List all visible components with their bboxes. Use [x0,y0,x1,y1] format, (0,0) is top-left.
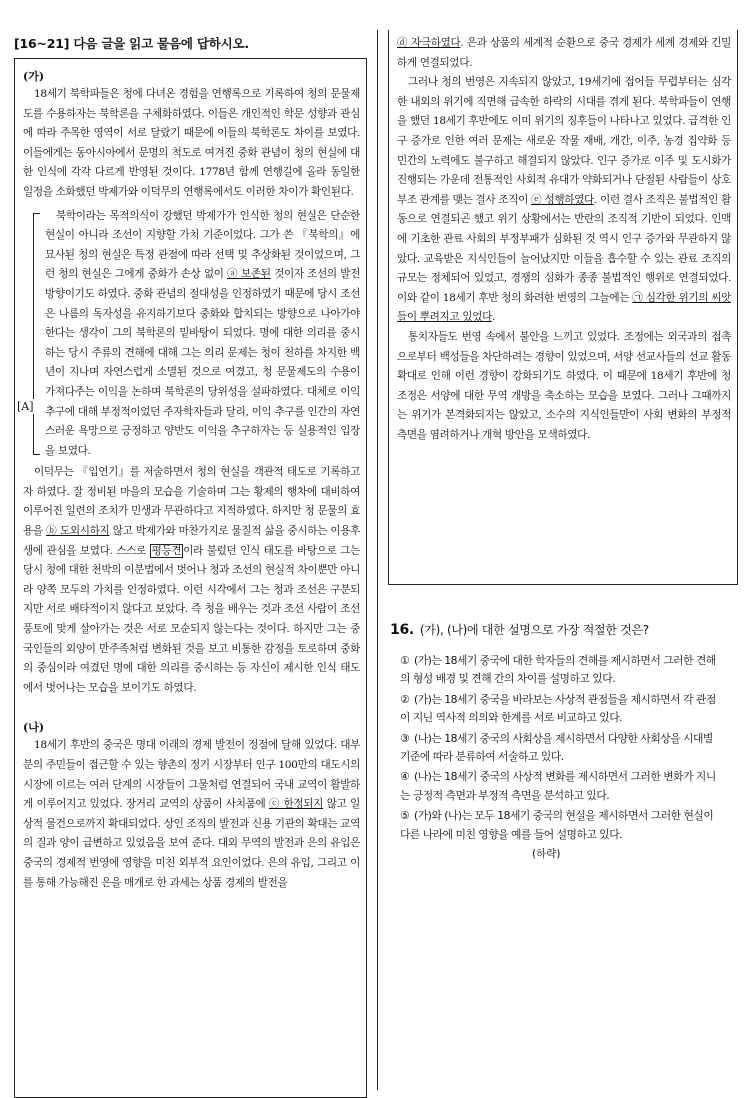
na-paragraph-1b: ⓓ 자극하였다. 은과 상품의 세계적 순환으로 중국 경제가 세계 경제와 긴밀하게 연결되었다. [397,37,731,69]
choice-2[interactable]: ② (가)는 18세기 중국을 바라보는 사상적 관점들을 제시하면서 각 관점이 지닌 역사적 의의와 한계를 서로 비교하고 있다. [400,692,716,725]
passage-box-right [388,30,738,585]
ga-paragraph-a: 북학이라는 목적의식이 강했던 박제가가 인식한 청의 현실은 단순한 현실이 아니라 조선이 지향할 가치 기준이었다. 그가 쓴 『북학의』에 묘사된 청의 현실은 특정 관점에 따라 선택 및 추상화된 것이었으며, 그런 청의 현실은 그에게 중화가 손상 없이 ⓐ 보존된 것이자 조선의 발전 방향이기도 하였다. 중화 관념의 절대성을 인정하였기 때문에 당시 조선은 나름의 독자성을 유지하기보다 중화와 합치되는 방향으로 나아가야 한다는 생각이 그의 북학론의 밑바탕이 되었다. 명에 대한 의리를 중시하는 당시 주류의 견해에 대해 그는 의리 문제는 청이 천하를 차지한 백 년이 지나며 자연스럽게 소멸된 것으로 여겼고, 청 문물제도의 수용이 가져다주는 이익을 논하며 북학론의 당위성을 설파하였다. 대체로 이익 추구에 대해 부정적이었던 주자학자들과 달리, 이익 추구를 인간의 자연스러운 욕망으로 긍정하고 양반도 이익을 추구하자는 등 실용적인 입장을 보였다. [45,209,360,457]
na-paragraph-2: 그러나 청의 번영은 지속되지 않았고, 19세기에 접어들 무렵부터는 심각한 내외의 위기에 직면해 급속한 하락의 시대를 겪게 된다. 북학파들이 연행을 했던 18세기 후반에도 이미 위기의 징후들이 나타나고 있었다. 급격한 인구 증가로 인한 여러 문제는 새로운 작물 재배, 개간, 이주, 농경 집약화 등 민간의 노력에도 불구하고 해결되지 않았다. 인구 증가로 이주 및 도시화가 진행되는 가운데 전통적인 사회적 유대가 약화되거나 단절된 사람들이 상호 부조 관계를 맺는 결사 조직이 ⓔ 성행하였다. 이런 결사 조직은 불법적인 활동으로 연결되곤 했고 위기 상황에서는 반란의 조직적 기반이 되었다. 인맥에 기초한 관료 사회의 부정부패가 심화된 것 역시 인구 증가와 무관하지 않았다. 교육받은 지식인들이 늘어났지만 이들을 흡수할 수 있는 관료 조직의 규모는 정체되어 있었고, 경쟁의 심화가 종종 불법적인 행위로 연결되었다. 이와 같이 18세기 후반 청의 화려한 번영의 그늘에는 ㉠ 심각한 위기의 씨앗들이 뿌려지고 있었다. [397,76,731,324]
marker-a: ⓐ 보존된 [227,268,271,281]
question-number: 16. [390,622,414,638]
section-label-ga: (가) [23,70,45,83]
section-label-na: (나) [23,721,45,735]
bracket-line [33,213,40,456]
marker-giyeok: ㉠ 심각한 위기의 씨앗들이 뿌려지고 있었다 [397,291,731,324]
choice-5[interactable]: ⑤ (가)와 (나)는 모두 18세기 중국의 현실을 제시하면서 그러한 현실이 다른 나라에 미친 영향을 예를 들어 설명하고 있다. [400,809,714,841]
passage-box-left [14,58,367,1098]
section-a-bracket-block [17,207,360,462]
na-paragraph-1a: 18세기 후반의 중국은 명대 이래의 경제 발전이 정점에 달해 있었다. 대부분의 주민들이 접근할 수 있는 향촌의 정기 시장부터 인구 100만의 대도시의 시장에 이르는 여러 단계의 시장들이 그물처럼 연결되어 국내 교역이 활발하게 이루어지고 있었다. 장거리 교역의 상품이 사치품에 ⓒ 한정되지 않고 일상적 물건으로까지 확대되었다. 상인 조직의 발전과 신용 기관의 확대는 교역의 질과 양이 급변하고 있었음을 보여 준다. 대외 무역의 발전과 은의 유입은 중국의 경제적 번영에 영향을 미친 외부적 요인이었다. 은의 유입, 그리고 이를 통해 가능해진 은을 매개로 한 과세는 상품 경제의 발전을 [23,739,361,889]
ga-paragraph-1: 18세기 북학파들은 청에 다녀온 경험을 연행록으로 기록하여 청의 문물제도를 수용하자는 북학론을 구체화하였다. 이들은 개인적인 학문 성향과 관심에 따라 주목한 영역이 서로 달랐기 때문에 이들의 북학론도 차이를 보였다. 이들에게는 동아시아에서 문명의 척도로 여겨진 중화 관념이 청의 현실에 대한 인식에 각각 다르게 반영된 것이다. 1778년 함께 연행길에 올라 동일한 일정을 소화했던 박제가와 이덕무의 연행록에서도 이러한 차이가 확인된다. [23,88,360,198]
question-title: 16. (가), (나)에 대한 설명으로 가장 적절한 것은? [390,622,649,638]
marker-d: ⓓ 자극하였다 [397,37,461,49]
column-divider [377,30,378,1090]
marker-e: ⓔ 성행하였다 [531,193,594,206]
answer-choices [400,652,725,846]
choice-1[interactable]: ① (가)는 18세기 중국에 대한 학자들의 견해를 제시하면서 그러한 견해의 형성 배경 및 견해 간의 차이를 설명하고 있다. [400,654,716,686]
omitted-note: (하략) [532,848,561,860]
marker-b: ⓑ 도외시하지 [46,525,110,538]
boxed-term: 평등견 [151,544,182,557]
choice-4[interactable]: ④ (나)는 18세기 중국의 사상적 변화를 제시하면서 그러한 변화가 지니는 긍정적 측면과 부정적 측면을 분석하고 있다. [400,770,716,802]
choice-3[interactable]: ③ (나)는 18세기 중국의 사회상을 제시하면서 다양한 사회상을 시대별 기준에 따라 분류하여 서술하고 있다. [400,731,713,764]
instruction-header: [16~21] 다음 글을 읽고 물음에 답하시오. [14,36,249,51]
section-a-label: [A] [17,399,34,413]
marker-c: ⓒ 한정되지 [269,798,324,811]
na-paragraph-3: 통치자들도 번영 속에서 불안을 느끼고 있었다. 조정에는 외국과의 접촉으로부터 백성들을 차단하려는 경향이 있었으며, 서양 선교사들의 선교 활동 확대로 인해 이런 경향이 강화되기도 하였다. 이 때문에 18세기 후반에 청 조정은 서양에 대한 무역 개방을 축소하는 모습을 보였다. 그러나 그때까지는 위기가 본격화되지는 않았고, 소수의 지식인들만이 사회 변화의 부정적 측면을 염려하거나 개혁 방안을 모색하였다. [397,330,731,441]
ga-paragraph-3: 이덕무는 『입연기』를 저술하면서 청의 현실을 객관적 태도로 기록하고자 하였다. 잘 정비된 마을의 모습을 기술하며 그는 황제의 행차에 대비하여 이루어진 일련의 조치가 민생과 무관하다고 지적하였다. 하지만 청 문물의 효용을 ⓑ 도외시하지 않고 박제가와 마찬가지로 물질적 삶을 중시하는 이용후생에 관심을 보였다. 스스로 평등견 이라 불렀던 인식 태도를 바탕으로 그는 당시 청에 대한 천박의 이분법에서 벗어나 청과 조선의 현실적 차이뿐만 아니라 양쪽 모두의 가치를 인정하였다. 이런 시각에서 그는 청과 조선은 구분되지만 서로 배타적이지 않다고 보았다. 즉 청을 배우는 것과 조선 사람이 조선 풍토에 맞게 살아가는 것은 서로 모순되지 않는다는 것이다. 하지만 그는 중국인들의 외양이 만주족처럼 변화된 것을 보고 비통한 감정을 토로하며 중화의 중심이라 여겼던 명에 대한 의리를 중시하는 등 자신이 제시한 인식 태도에서 벗어나는 모습을 보이기도 하였다. [23,466,360,694]
